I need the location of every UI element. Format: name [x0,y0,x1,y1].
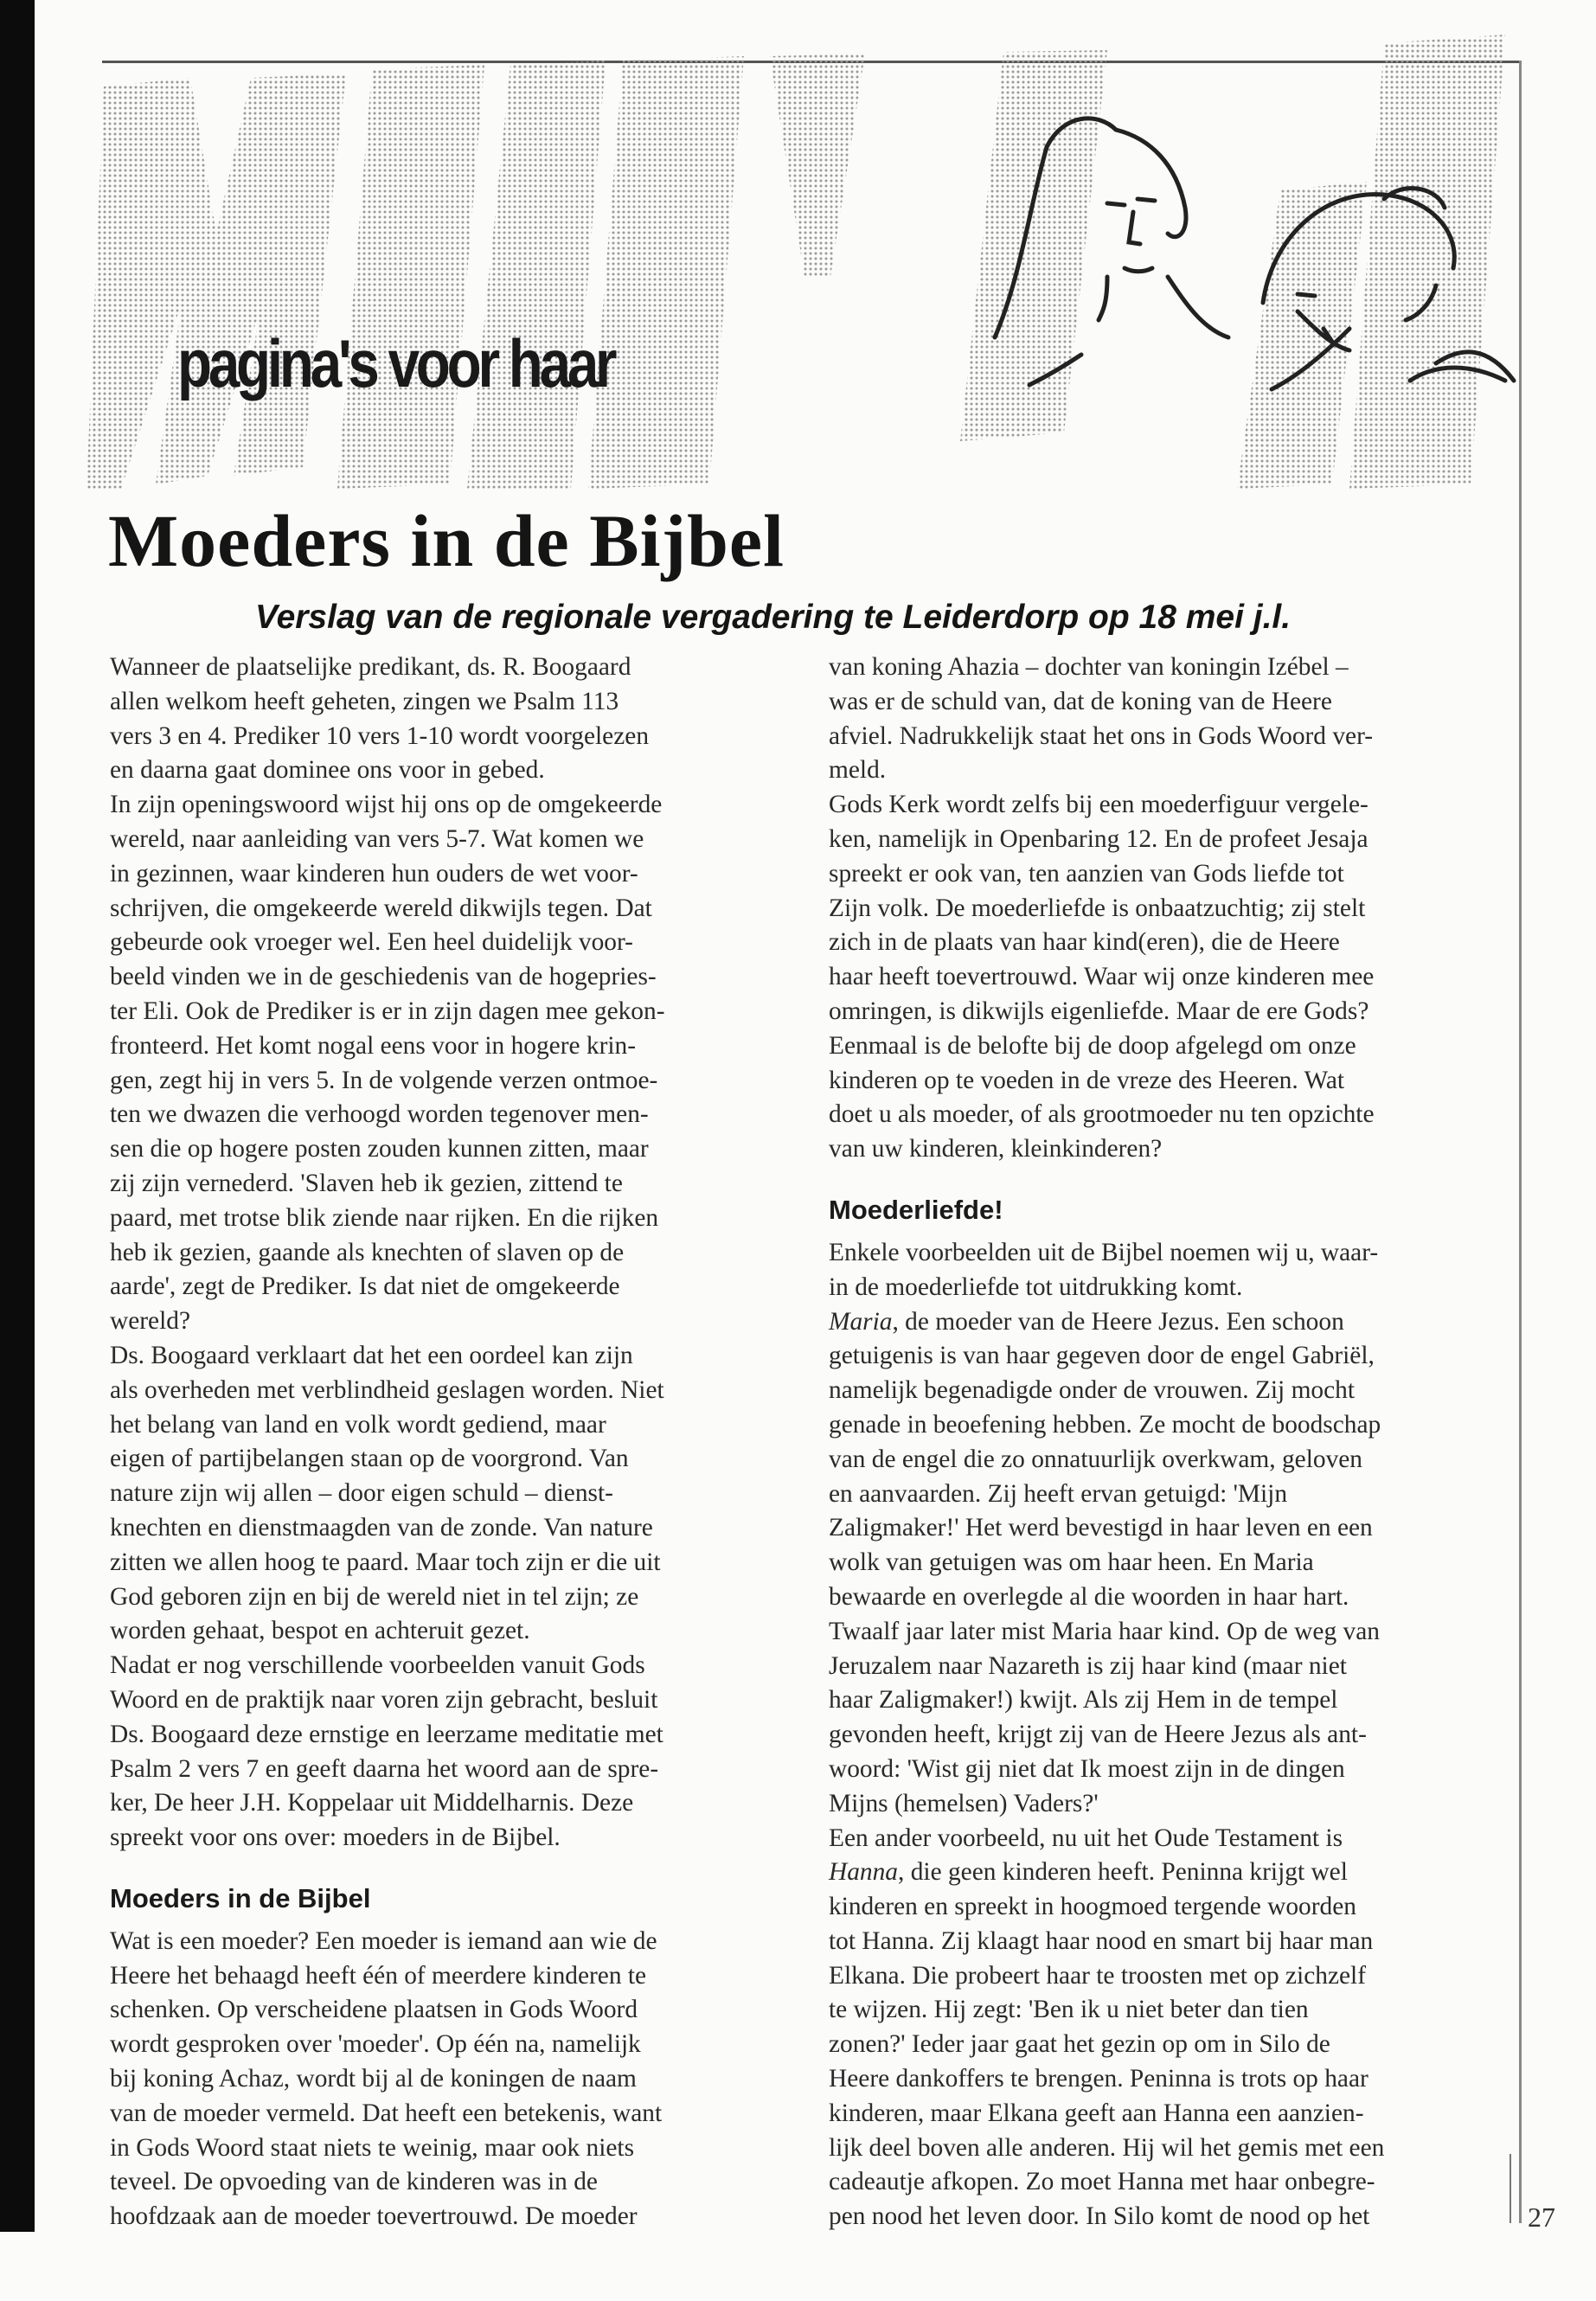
left-column-part-2 [110,1925,767,2234]
text-line: tot Hanna. Zij klaagt haar nood en smart bij haar man [829,1926,1374,1955]
text-line: en aanvaarden. Zij heeft ervan getuigd: 'Mijn [829,1479,1288,1508]
text-line: omringen, is dikwijls eigenliefde. Maar de ere Gods? [829,997,1369,1025]
text-line: Wat is een moeder? Een moeder is iemand aan wie de [110,1926,657,1955]
text-line: Heere het behaagd heeft één of meerdere kinderen te [110,1961,647,1990]
text-line: van uw kinderen, kleinkinderen? [829,1135,1163,1163]
text-line: pen nood het leven door. In Silo komt de nood op het [829,2202,1370,2231]
text-line: Zijn volk. De moederliefde is onbaatzuchtig; zij stelt [829,894,1366,922]
right-column-part-1 [829,651,1486,1167]
text-line: schenken. Op verscheidene plaatsen in Gods Woord [110,1996,638,2024]
text-line: meld. [829,756,887,785]
text-line: allen welkom heeft geheten, zingen we Psalm 113 [110,687,619,715]
scan-edge-bar [0,0,35,2232]
subheading-moederliefde: Moederliefde! [829,1194,1003,1225]
text-line: cadeautje afkopen. Zo moet Hanna met haar onbegre- [829,2168,1375,2196]
text-line: als overheden met verblindheid geslagen worden. Niet [110,1375,664,1404]
text-line: Mijns (hemelsen) Vaders?' [829,1789,1099,1817]
text-line: Psalm 2 vers 7 en geeft daarna het woord aan de spre- [110,1754,659,1783]
text-line: Wanneer de plaatselijke predikant, ds. R. Boogaard [110,653,631,681]
text-line: ker, De heer J.H. Koppelaar uit Middelharnis. Deze [110,1789,634,1817]
article-subtitle: Verslag van de regionale vergadering te Leiderdorp op 18 mei j.l. [255,599,1292,636]
text-line: gebeurde ook vroeger wel. Een heel duidelijk voor- [110,928,633,957]
text-line: bij koning Achaz, wordt bij al de koningen de naam [110,2065,637,2093]
text-line: en daarna gaat dominee ons voor in gebed. [110,756,545,785]
text-line: Woord en de praktijk naar voren zijn gebracht, besluit [110,1685,658,1714]
text-line: kinderen en spreekt in hoogmoed tergende woorden [829,1893,1356,1921]
text-line: zitten we allen hoog te paard. Maar toch zijn er die uit [110,1548,661,1576]
text-line: kinderen, maar Elkana geeft aan Hanna een aanzien- [829,2099,1364,2127]
page-number-rule [1509,2154,1511,2223]
text-line: Twaalf jaar later mist Maria haar kind. Op de weg van [829,1617,1380,1645]
text-line: aarde', zegt de Prediker. Is dat niet de omgekeerde [110,1272,620,1301]
text-line: schrijven, die omgekeerde wereld dikwijls tegen. Dat [110,894,652,922]
right-column-part-2 [829,1236,1486,2234]
text-line: knechten en dienstmaagden van de zonde. Van nature [110,1513,653,1541]
text-line: sen die op hogere posten zouden kunnen zitten, maar [110,1135,649,1163]
text-line: wereld? [110,1307,191,1336]
text-line: genade in beoefening hebben. Ze mocht de boodschap [829,1410,1381,1439]
text-line: van de engel die zo onnatuurlijk overkwam, geloven [829,1445,1363,1473]
text-line: Gods Kerk wordt zelfs bij een moederfiguur vergele- [829,791,1368,819]
text-line: wereld, naar aanleiding van vers 5-7. Wat komen we [110,824,644,853]
text-line: wordt gesproken over 'moeder'. Op één na, namelijk [110,2030,641,2059]
article-title: Moeders in de Bijbel [108,499,785,582]
text-line: te wijzen. Hij zegt: 'Ben ik u niet beter dan tien [829,1996,1309,2024]
text-line: Elkana. Die probeert haar te troosten met op zichzelf [829,1961,1367,1990]
text-line: eigen of partijbelangen staan op de voorgrond. Van [110,1445,629,1473]
text-line: was er de schuld van, dat de koning van de Heere [829,687,1332,715]
text-line: Enkele voorbeelden uit de Bijbel noemen wij u, waar- [829,1238,1379,1266]
text-line: teveel. De opvoeding van de kinderen was in de [110,2168,598,2196]
text-line: spreekt er ook van, ten aanzien van Gods liefde tot [829,859,1344,888]
header-illustration [87,17,1522,519]
text-line: in gezinnen, waar kinderen hun ouders de wet voor- [110,859,638,888]
text-line: paard, met trotse blik ziende naar rijken. En die rijken [110,1203,659,1232]
text-line: van koning Ahazia – dochter van koningin Izébel – [829,653,1349,681]
text-line: fronteerd. Het komt nogal eens voor in hogere krin- [110,1031,637,1060]
text-line: Ds. Boogaard verklaart dat het een oordeel kan zijn [110,1341,633,1369]
text-line: beeld vinden we in de geschiedenis van de hogepries- [110,963,657,991]
text-line: zij zijn vernederd. 'Slaven heb ik gezien, zittend te [110,1169,623,1197]
text-line: het belang van land en volk wordt gediend, maar [110,1410,606,1439]
text-line: haar heeft toevertrouwd. Waar wij onze kinderen mee [829,963,1375,991]
section-label: pagina's voor haar [177,325,614,401]
text-line: heb ik gezien, gaande als knechten of slaven op de [110,1238,625,1266]
text-line: zonen?' Ieder jaar gaat het gezin op om in Silo de [829,2030,1330,2059]
right-column [829,651,1486,2234]
text-line: ken, namelijk in Openbaring 12. En de profeet Jesaja [829,824,1368,853]
text-line: spreekt voor ons over: moeders in de Bijbel. [110,1823,561,1852]
text-line: doet u als moeder, of als grootmoeder nu ten opzichte [829,1100,1375,1129]
text-line: vers 3 en 4. Prediker 10 vers 1-10 wordt voorgelezen [110,721,650,750]
text-line: getuigenis is van haar gegeven door de engel Gabriël, [829,1342,1375,1370]
text-line: Eenmaal is de belofte bij de doop afgelegd om onze [829,1031,1356,1060]
page-number: 27 [1528,2202,1555,2233]
left-column-part-1 [110,651,767,1856]
text-line: gevonden heeft, krijgt zij van de Heere Jezus als ant- [829,1721,1367,1749]
text-line: afviel. Nadrukkelijk staat het ons in Gods Woord ver- [829,721,1374,750]
text-line: van de moeder vermeld. Dat heeft een betekenis, want [110,2099,663,2127]
text-line: hoofdzaak aan de moeder toevertrouwd. De moeder [110,2202,638,2231]
text-line: Jeruzalem naar Nazareth is zij haar kind (maar niet [829,1651,1347,1680]
text-line: Ds. Boogaard deze ernstige en leerzame meditatie met [110,1720,663,1748]
text-line: In zijn openingswoord wijst hij ons op de omgekeerde [110,791,663,819]
text-line: Een ander voorbeeld, nu uit het Oude Testament is [829,1823,1343,1852]
text-line: woord: 'Wist gij niet dat Ik moest zijn in de dingen [829,1754,1345,1783]
text-line: wolk van getuigen was om haar heen. En Maria [829,1548,1314,1577]
text-line: zich in de plaats van haar kind(eren), die de Heere [829,928,1340,957]
text-line: Maria, de moeder van de Heere Jezus. Een schoon [829,1307,1344,1336]
header-banner [87,17,1522,519]
text-line: bewaarde en overlegde al die woorden in haar hart. [829,1582,1349,1611]
text-line: Heere dankoffers te brengen. Peninna is trots op haar [829,2065,1368,2093]
text-line: in de moederliefde tot uitdrukking komt. [829,1272,1243,1301]
text-line: Nadat er nog verschillende voorbeelden vanuit Gods [110,1651,645,1680]
text-line: ter Eli. Ook de Prediker is er in zijn dagen mee gekon- [110,997,665,1025]
text-line: worden gehaat, bespot en achteruit gezet. [110,1617,530,1645]
dotted-lettering-decoration [87,35,1505,489]
text-line: kinderen op te voeden in de vreze des Heeren. Wat [829,1066,1345,1094]
text-line: Hanna, die geen kinderen heeft. Peninna krijgt wel [829,1858,1348,1887]
left-column [110,651,767,2234]
text-line: haar Zaligmaker!) kwijt. Als zij Hem in de tempel [829,1686,1338,1715]
text-line: ten we dwazen die verhoogd worden tegenover men- [110,1100,649,1129]
text-line: gen, zegt hij in vers 5. In de volgende verzen ontmoe- [110,1066,658,1094]
text-line: God geboren zijn en bij de wereld niet in tel zijn; ze [110,1582,639,1611]
text-line: Zaligmaker!' Het werd bevestigd in haar leven en een [829,1514,1373,1542]
text-line: lijk deel boven alle anderen. Hij wil het gemis met een [829,2133,1385,2162]
text-line: namelijk begenadigde onder de vrouwen. Zij mocht [829,1376,1356,1405]
text-line: in Gods Woord staat niets te weinig, maar ook niets [110,2133,635,2162]
subheading-moeders-in-de-bijbel: Moeders in de Bijbel [110,1882,371,1913]
text-line: nature zijn wij allen – door eigen schuld – dienst- [110,1479,613,1508]
